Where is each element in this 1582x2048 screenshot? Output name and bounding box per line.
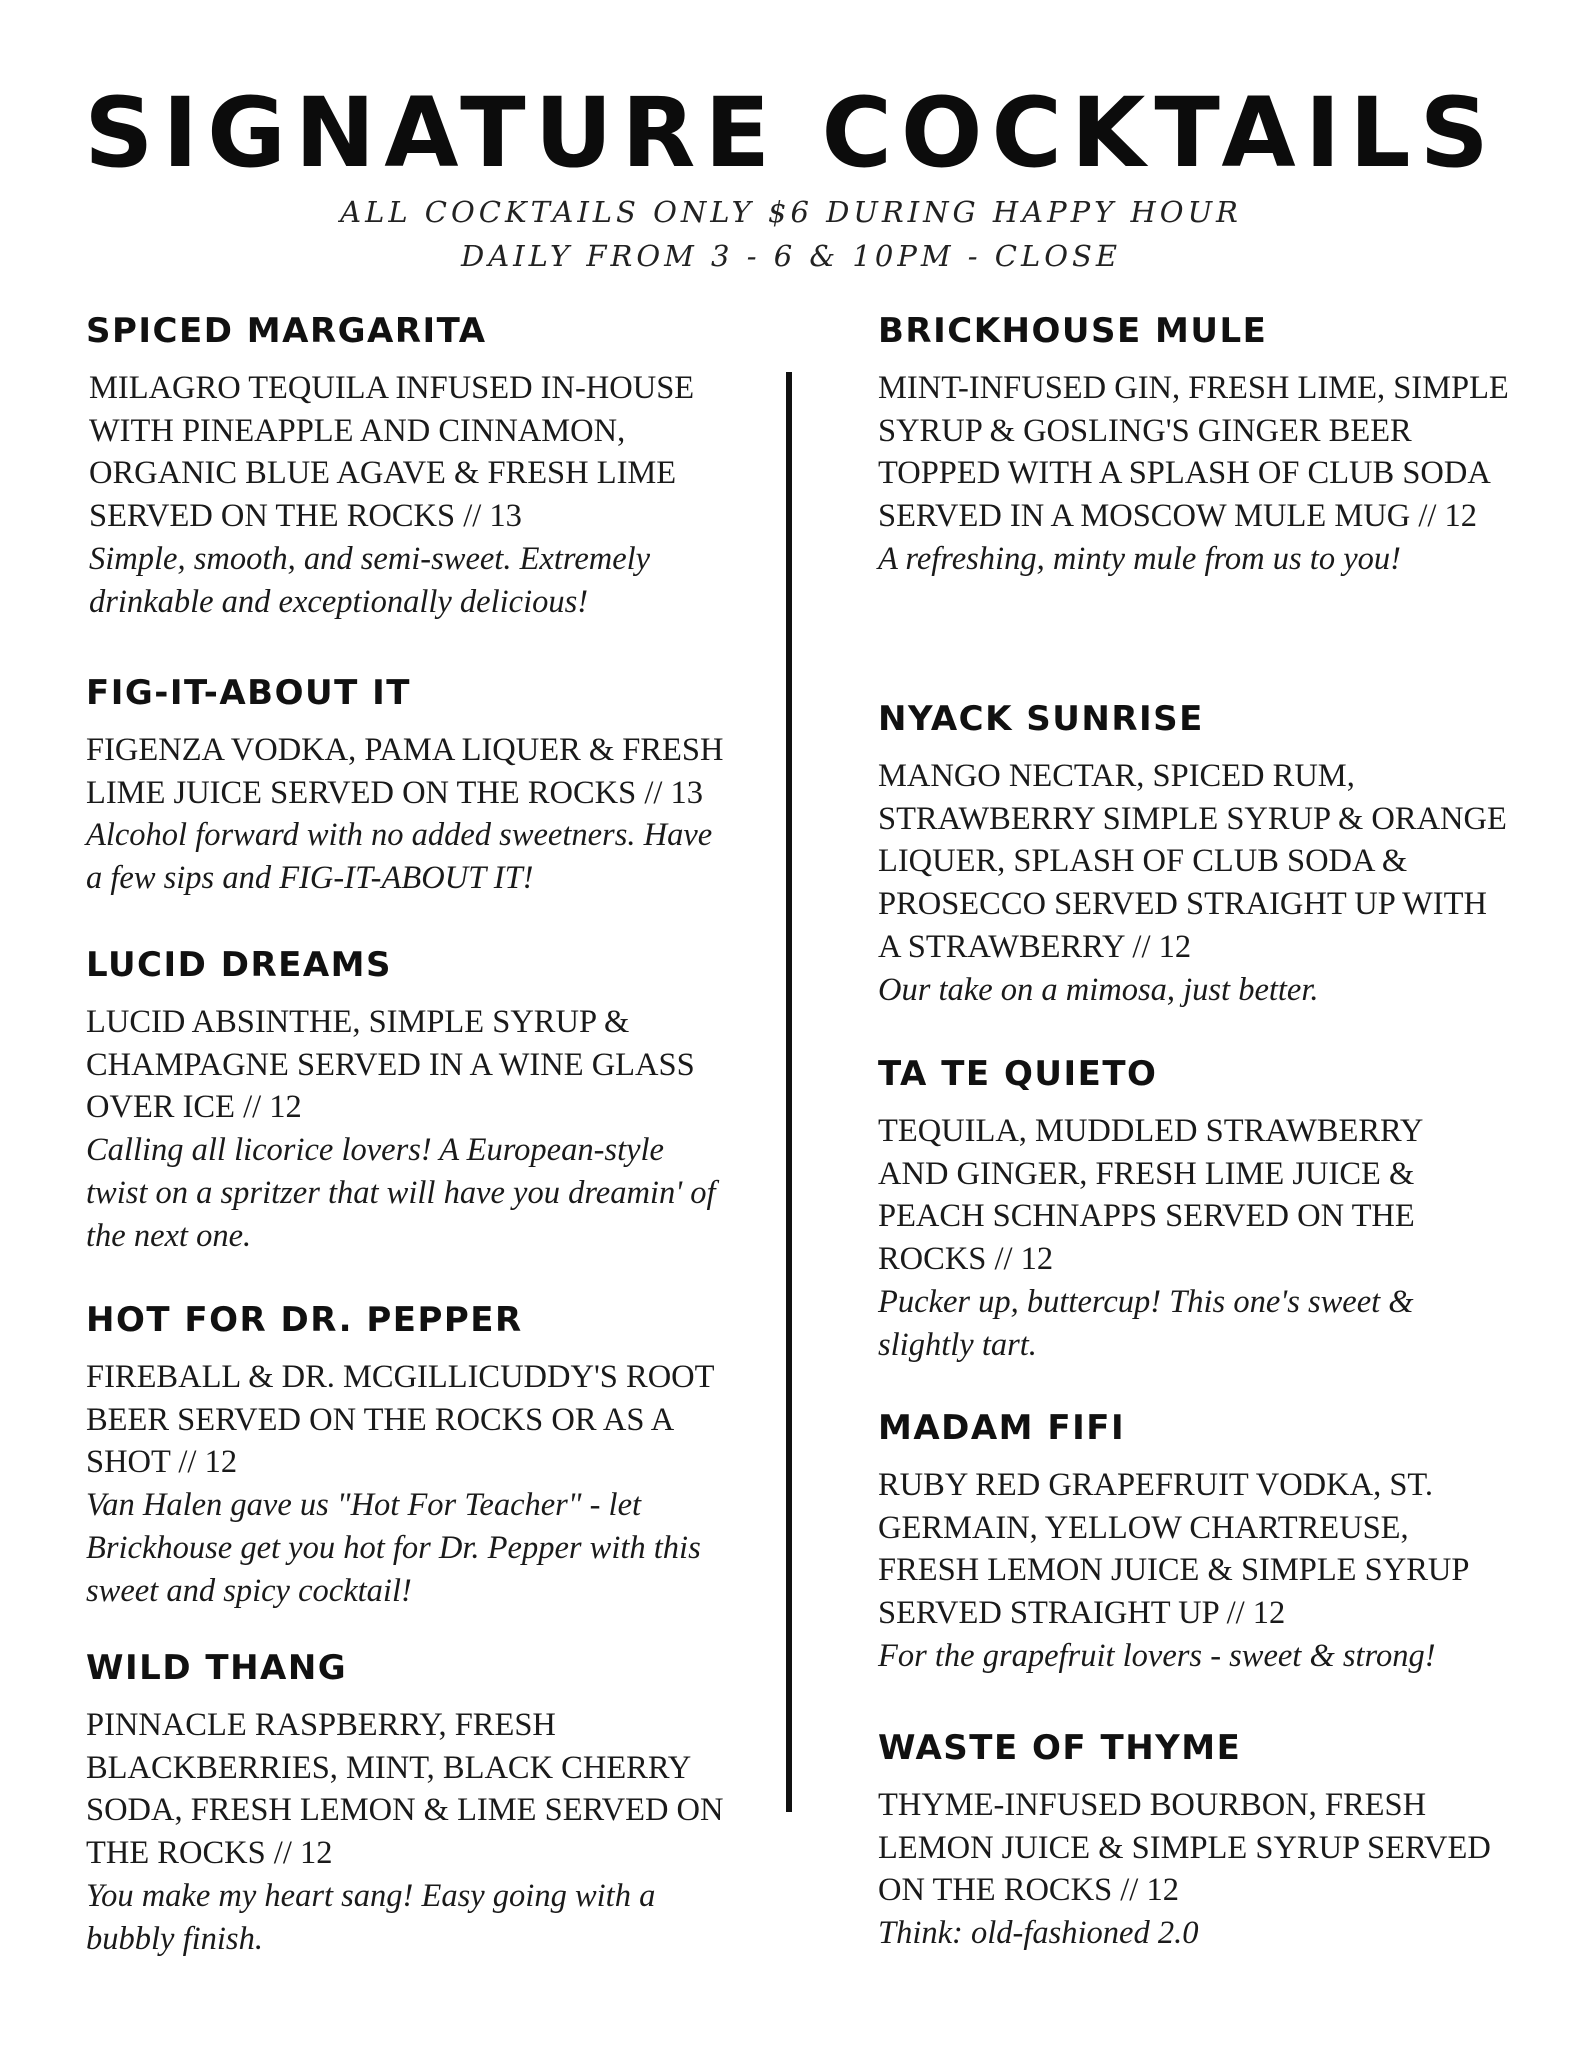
cocktail-name: HOT FOR DR. PEPPER [86, 1300, 523, 1340]
cocktail-name: MADAM FIFI [878, 1408, 1126, 1448]
cocktail-name: NYACK SUNRISE [878, 699, 1204, 739]
cocktail-tagline: You make my heart sang! Easy going with a bubbly finish. [86, 1877, 656, 1957]
cocktail-ingredients: MANGO NECTAR, SPICED RUM, STRAWBERRY SIMPLE SYRUP & ORANGE LIQUER, SPLASH OF CLUB SODA & PROSECCO SERVED STRAIGHT UP WITH A STRAWBERRY // 12 [878, 758, 1507, 965]
cocktail-ingredients: RUBY RED GRAPEFRUIT VODKA, ST. GERMAIN, YELLOW CHARTREUSE, FRESH LEMON JUICE & SIMPLE SYRUP SERVED STRAIGHT UP // 12 [878, 1467, 1469, 1632]
cocktail-ingredients: FIREBALL & DR. MCGILLICUDDY'S ROOT BEER SERVED ON THE ROCKS OR AS A SHOT // 12 [86, 1359, 714, 1481]
cocktail-name: WILD THANG [86, 1648, 348, 1688]
cocktail-item-wild-thang [86, 1648, 736, 1960]
cocktail-item-waste-of-thyme [878, 1728, 1508, 1955]
cocktail-tagline: Our take on a mimosa, just better. [878, 971, 1319, 1008]
cocktail-item-spiced-margarita [86, 311, 736, 623]
cocktail-name: WASTE OF THYME [878, 1728, 1242, 1768]
cocktail-tagline: Simple, smooth, and semi-sweet. Extremely drinkable and exceptionally delicious! [89, 540, 651, 620]
cocktail-ingredients: PINNACLE RASPBERRY, FRESH BLACKBERRIES, MINT, BLACK CHERRY SODA, FRESH LEMON & LIME SERVED ON THE ROCKS // 12 [86, 1707, 724, 1872]
cocktail-name: BRICKHOUSE MULE [878, 311, 1268, 351]
cocktail-item-hot-for-dr-pepper [86, 1300, 736, 1612]
cocktail-tagline: Think: old-fashioned 2.0 [878, 1915, 1199, 1952]
cocktail-tagline: Alcohol forward with no added sweetners. Have a few sips and FIG-IT-ABOUT IT! [86, 817, 713, 897]
happy-hour-line: ALL COCKTAILS ONLY $6 DURING HAPPY HOUR [340, 195, 1242, 229]
cocktail-tagline: For the grapefruit lovers - sweet & strong! [878, 1637, 1436, 1674]
cocktail-item-brickhouse-mule [878, 311, 1528, 581]
cocktail-item-madam-fifi [878, 1408, 1508, 1678]
cocktail-tagline: A refreshing, minty mule from us to you! [878, 540, 1401, 577]
cocktail-name: TA TE QUIETO [878, 1054, 1158, 1094]
cocktail-name: SPICED MARGARITA [86, 311, 487, 351]
column-divider [786, 372, 792, 1812]
menu-title: SIGNATURE COCKTAILS [84, 77, 1498, 189]
cocktail-tagline: Van Halen gave us "Hot For Teacher" - let Brickhouse get you hot for Dr. Pepper with this sweet and spicy cocktail! [86, 1487, 701, 1609]
cocktail-tagline: Pucker up, buttercup! This one's sweet & slightly tart. [878, 1283, 1414, 1363]
cocktail-item-fig-it-about-it [86, 673, 736, 900]
cocktail-ingredients: TEQUILA, MUDDLED STRAWBERRY AND GINGER, FRESH LIME JUICE & PEACH SCHNAPPS SERVED ON THE ROCKS // 12 [878, 1113, 1423, 1278]
cocktail-name: LUCID DREAMS [86, 945, 392, 985]
cocktail-name: FIG-IT-ABOUT IT [86, 673, 411, 713]
cocktail-item-nyack-sunrise [878, 699, 1508, 1011]
cocktail-ingredients: MINT-INFUSED GIN, FRESH LIME, SIMPLE SYRUP & GOSLING'S GINGER BEER TOPPED WITH A SPLASH OF CLUB SODA SERVED IN A MOSCOW MULE MUG // 12 [878, 370, 1509, 535]
cocktail-item-lucid-dreams [86, 945, 726, 1257]
cocktail-ingredients: THYME-INFUSED BOURBON, FRESH LEMON JUICE & SIMPLE SYRUP SERVED ON THE ROCKS // 12 [878, 1787, 1491, 1909]
cocktail-ingredients: MILAGRO TEQUILA INFUSED IN-HOUSE WITH PINEAPPLE AND CINNAMON, ORGANIC BLUE AGAVE & FRESH LIME SERVED ON THE ROCKS // 13 [89, 370, 695, 535]
cocktail-ingredients: FIGENZA VODKA, PAMA LIQUER & FRESH LIME JUICE SERVED ON THE ROCKS // 13 [86, 732, 724, 811]
cocktail-ingredients: LUCID ABSINTHE, SIMPLE SYRUP & CHAMPAGNE SERVED IN A WINE GLASS OVER ICE // 12 [86, 1004, 695, 1126]
cocktail-item-ta-te-quieto [878, 1054, 1468, 1366]
cocktail-tagline: Calling all licorice lovers! A European-style twist on a spritzer that will have you dreamin' of the next one. [86, 1132, 716, 1254]
happy-hour-times: DAILY FROM 3 - 6 & 10PM - CLOSE [460, 239, 1122, 273]
